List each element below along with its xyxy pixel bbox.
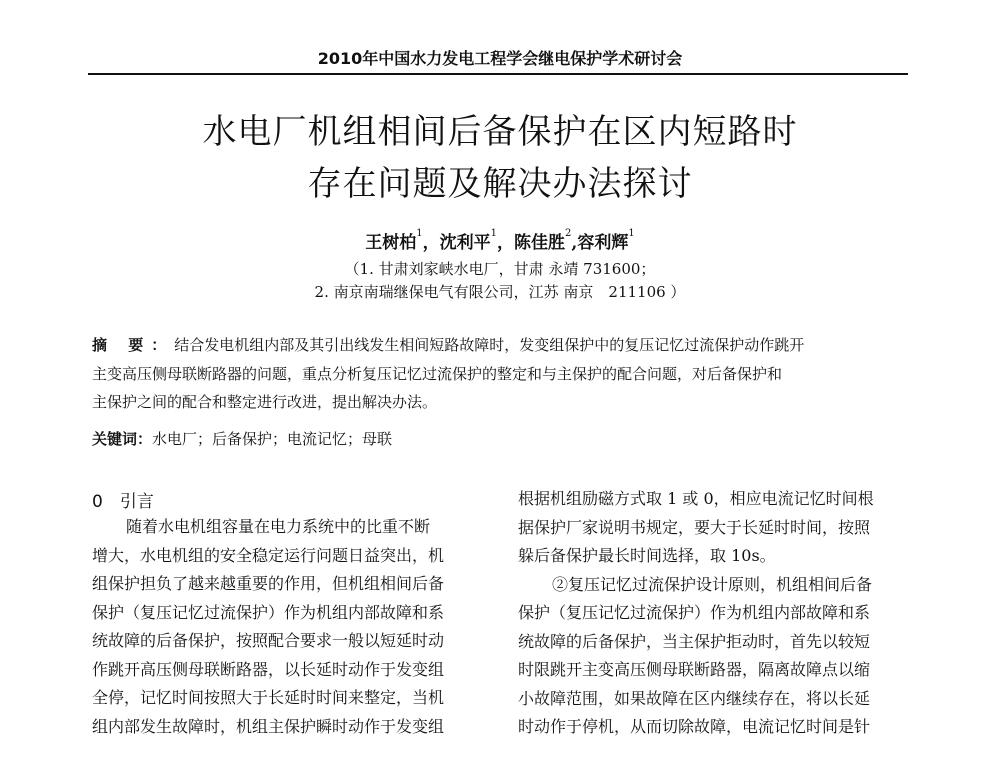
author-separator: , xyxy=(571,233,578,253)
body-line: 全停，记忆时间按照大于长延时时间来整定，当机 xyxy=(92,688,445,707)
abstract-label: 摘 要： xyxy=(92,336,175,354)
author-list xyxy=(0,228,1000,253)
body-line: 躲后备保护最长时间选择，取 10s。 xyxy=(518,546,776,565)
abstract-line: 主保护之间的配合和整定进行改进，提出解决办法。 xyxy=(92,393,438,411)
section-heading: 0 引言 xyxy=(92,492,154,512)
affiliation-1: （1. 甘肃刘家峡水电厂，甘肃 永靖 731600； xyxy=(344,260,656,278)
title-line-2: 存在问题及解决办法探讨 xyxy=(307,164,693,204)
body-line: 组内部发生故障时，机组主保护瞬时动作于发变组 xyxy=(92,716,445,736)
author-separator: ， xyxy=(497,233,515,253)
keywords-text: 水电厂；后备保护；电流记忆；母联 xyxy=(152,430,393,448)
author-separator: ， xyxy=(422,233,440,253)
author-name: 沈利平 xyxy=(439,233,491,253)
body-line: 统故障的后备保护，按照配合要求一般以短延时动 xyxy=(92,631,445,650)
affiliation-2: 2. 南京南瑞继保电气有限公司，江苏 南京 211106 ） xyxy=(314,283,686,301)
body-line: 随着水电机组容量在电力系统中的比重不断 xyxy=(126,517,431,536)
keywords xyxy=(92,428,910,449)
author-affiliation-mark: 1 xyxy=(490,228,498,239)
left-column xyxy=(92,513,490,741)
author-affiliation-mark: 1 xyxy=(416,228,423,239)
abstract-line: 结合发电机组内部及其引出线发生相间短路故障时，发变组保护中的复压记忆过流保护动作跳开 xyxy=(174,336,805,354)
body-line: 作跳开高压侧母联断路器，以长延时动作于发变组 xyxy=(92,659,445,679)
body-line: 保护（复压记忆过流保护）作为机组内部故障和系 xyxy=(518,603,871,622)
header-rule xyxy=(88,73,908,75)
body-line: 根据机组励磁方式取 1 或 0，相应电流记忆时间根 xyxy=(518,489,874,508)
abstract-line: 主变高压侧母联断路器的问题，重点分析复压记忆过流保护的整定和与主保护的配合问题，对后备保护和 xyxy=(92,364,783,383)
author-name: 容利辉 xyxy=(577,233,629,253)
title-line-1: 水电厂机组相间后备保护在区内短路时 xyxy=(202,112,798,152)
body-line: 保护（复压记忆过流保护）作为机组内部故障和系 xyxy=(92,602,445,622)
body-line: 小故障范围，如果故障在区内继续存在，将以长延 xyxy=(518,688,871,708)
abstract xyxy=(92,332,910,418)
right-column xyxy=(518,485,916,742)
body-line: ②复压记忆过流保护设计原则，机组相间后备 xyxy=(552,574,873,594)
author-name: 王树柏 xyxy=(365,233,417,253)
body-line: 据保护厂家说明书规定，要大于长延时时间，按照 xyxy=(518,517,871,537)
author-affiliation-mark: 1 xyxy=(628,228,635,239)
keywords-label: 关键词： xyxy=(92,430,153,448)
running-header: 2010年中国水力发电工程学会继电保护学术研讨会 xyxy=(317,49,683,68)
body-line: 时动作于停机，从而切除故障，电流记忆时间是针 xyxy=(518,717,871,736)
body-line: 时限跳开主变高压侧母联断路器，隔离故障点以缩 xyxy=(518,660,871,679)
body-line: 增大，水电机组的安全稳定运行问题日益突出，机 xyxy=(92,545,445,565)
body-line: 组保护担负了越来越重要的作用，但机组相间后备 xyxy=(92,574,445,593)
body-line: 统故障的后备保护，当主保护拒动时，首先以较短 xyxy=(518,631,871,651)
author-name: 陈佳胜 xyxy=(514,233,566,253)
author-affiliation-mark: 2 xyxy=(565,228,572,239)
